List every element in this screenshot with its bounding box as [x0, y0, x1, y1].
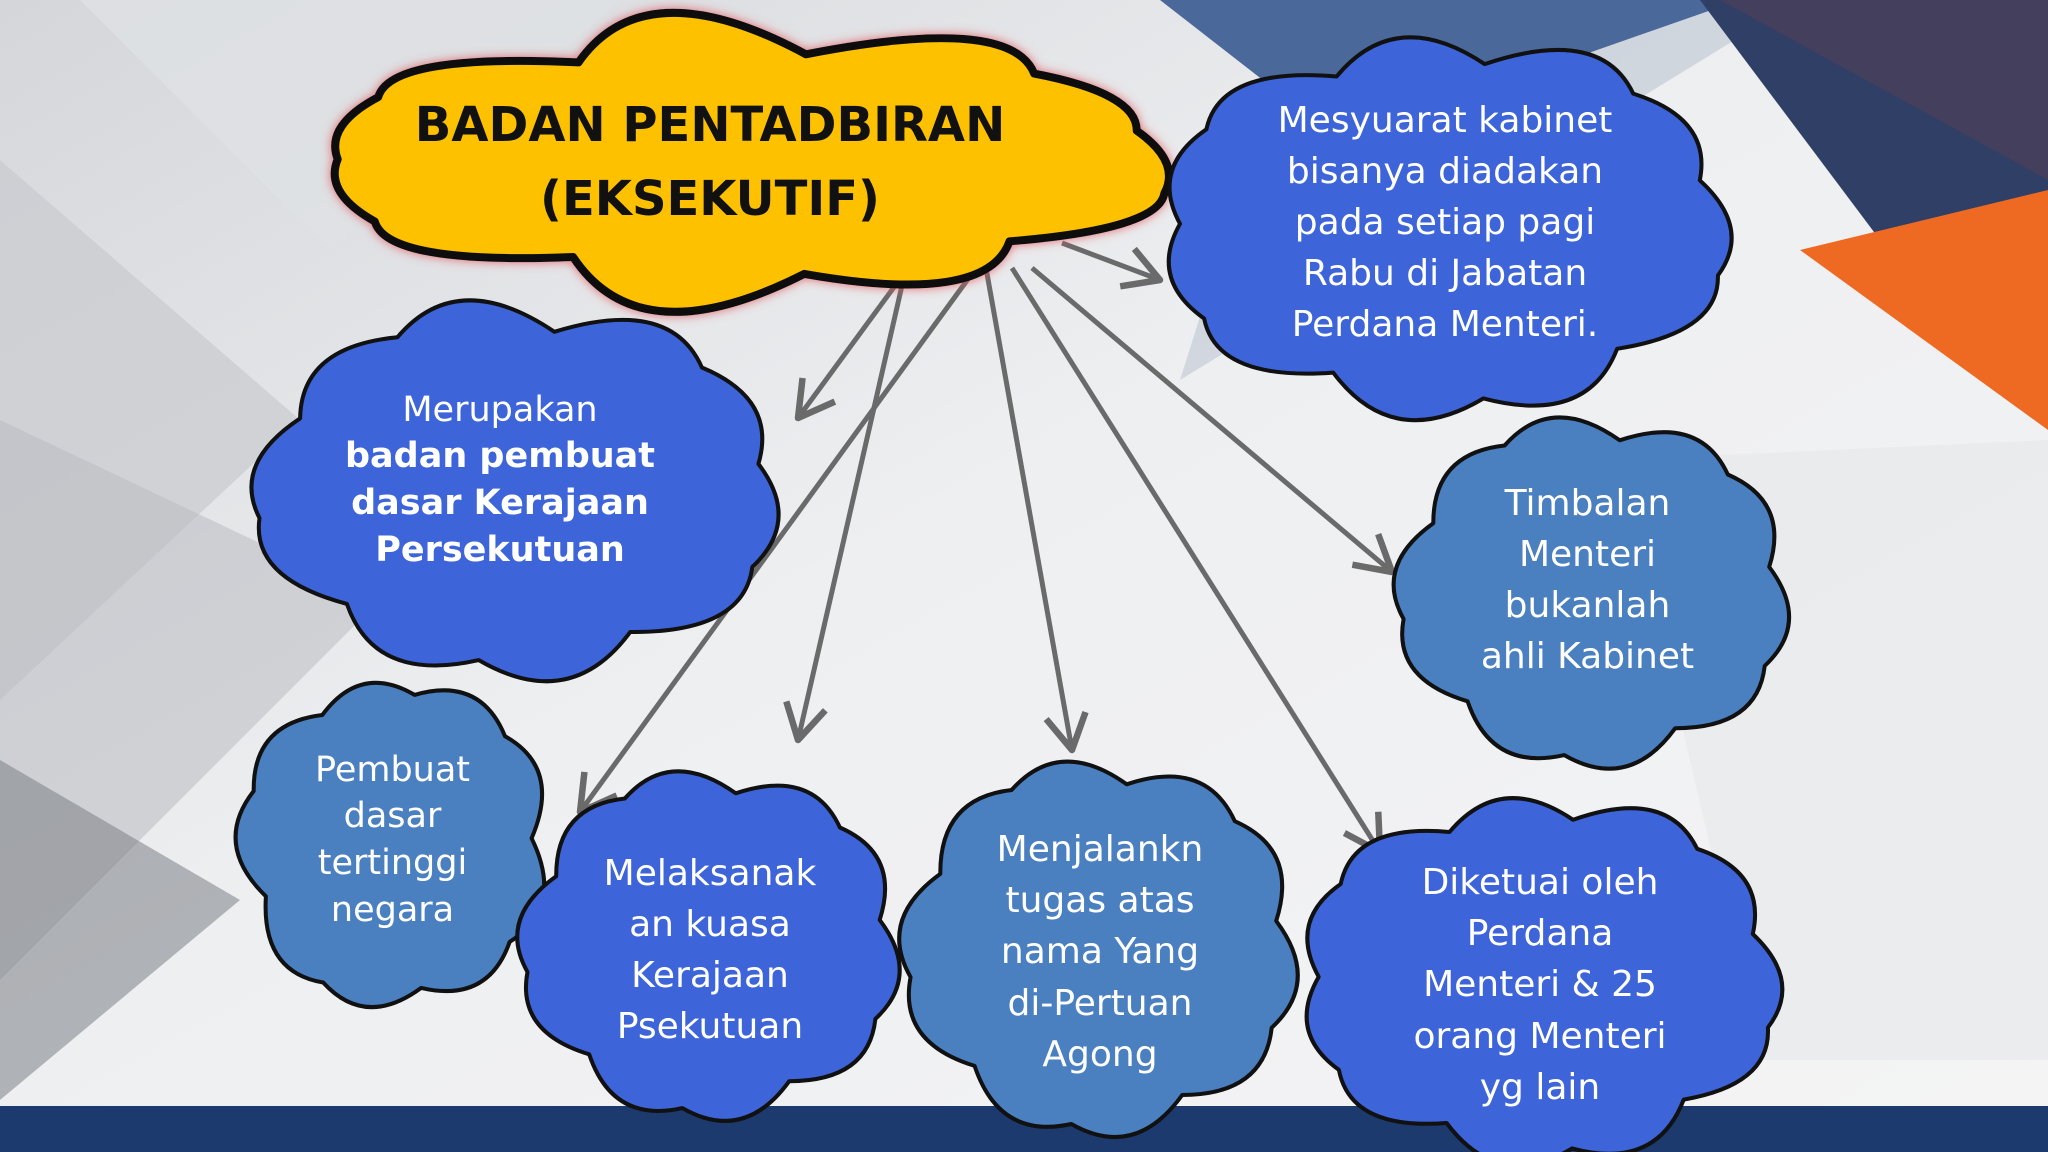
- menjalankan-label: [960, 812, 1240, 1092]
- melaksanakan-label: [580, 835, 840, 1065]
- pembuat-label: [285, 735, 500, 945]
- melaksanakan-line-1: Melaksanak: [603, 852, 817, 894]
- menjalankan-line-2: tugas atas: [1005, 880, 1195, 922]
- mesyuarat-line-4: Rabu di Jabatan: [1302, 253, 1588, 295]
- melaksanakan-line-2: an kuasa: [629, 903, 791, 945]
- title-label: [330, 82, 1090, 242]
- melaksanakan-line-4: Psekutuan: [616, 1006, 804, 1048]
- merupakan-line-1: Merupakan: [402, 389, 598, 430]
- merupakan-line-3: dasar Kerajaan: [351, 483, 649, 523]
- timbalan-line-2: Menteri: [1518, 533, 1657, 575]
- arrow-to-melaksanakan: [798, 268, 906, 740]
- menjalankan-line-4: di-Pertuan: [1007, 982, 1193, 1024]
- mesyuarat-label: [1190, 85, 1700, 360]
- merupakan-line-2: badan pembuat: [344, 436, 656, 477]
- merupakan-line-4: Persekutuan: [375, 529, 625, 570]
- diketuai-label: [1380, 845, 1700, 1125]
- pembuat-line-4: negara: [330, 889, 455, 930]
- menjalankan-line-1: Menjalankn: [996, 829, 1204, 871]
- menjalankan-line-5: Agong: [1042, 1033, 1158, 1075]
- diketuai-line-3: Menteri & 25: [1423, 964, 1657, 1006]
- pembuat-line-3: tertinggi: [317, 843, 468, 883]
- menjalankan-line-3: nama Yang: [1000, 931, 1200, 973]
- merupakan-label: [290, 375, 710, 585]
- mesyuarat-line-5: Perdana Menteri.: [1291, 304, 1599, 346]
- title-line-2: (EKSEKUTIF): [540, 171, 880, 227]
- title-line-1: BADAN PENTADBIRAN: [414, 96, 1006, 153]
- timbalan-line-4: ahli Kabinet: [1480, 636, 1695, 678]
- mesyuarat-line-3: pada setiap pagi: [1294, 201, 1596, 243]
- diketuai-line-1: Diketuai oleh: [1421, 862, 1659, 904]
- mesyuarat-line-2: bisanya diadakan: [1286, 150, 1604, 192]
- diketuai-line-5: yg lain: [1479, 1066, 1601, 1108]
- mesyuarat-line-1: Mesyuarat kabinet: [1277, 99, 1613, 141]
- arrow-to-merupakan: [798, 268, 908, 418]
- timbalan-line-3: bukanlah: [1504, 585, 1671, 626]
- timbalan-label: [1440, 465, 1735, 695]
- diketuai-line-4: orang Menteri: [1413, 1015, 1667, 1057]
- diketuai-line-2: Perdana: [1466, 913, 1614, 955]
- pembuat-line-2: dasar: [343, 796, 442, 837]
- arrow-to-mesyuarat: [1062, 243, 1160, 280]
- melaksanakan-line-3: Kerajaan: [631, 955, 789, 996]
- pembuat-line-1: Pembuat: [314, 749, 471, 790]
- timbalan-line-1: Timbalan: [1504, 482, 1671, 524]
